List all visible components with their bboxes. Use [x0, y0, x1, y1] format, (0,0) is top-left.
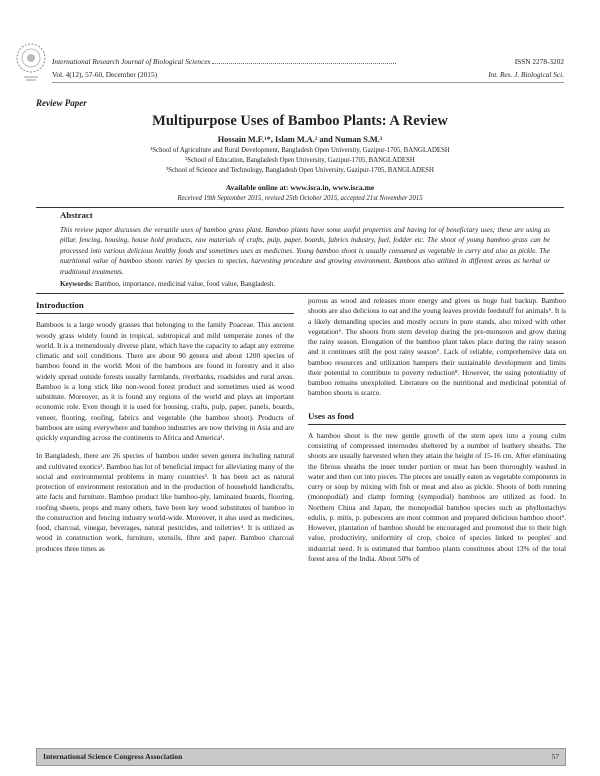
footer-organization: International Science Congress Association [43, 752, 183, 761]
intro-paragraph-1: Bamboos is a large woody grasses that belonging to the family Poaceae. This ancient woody grass widely found in tropical, subtropical and mild temperate zones of the world. It is a tremendously diverse plant, which have the capacity to adapt any extreme climatic and soil conditions. There are about 90 genera and about 1200 species of bamboo found in the world. Most of the bamboos are found in forestry and it also widely spread outside forests usually farmlands, riverbanks, roadsides and rural areas. Bamboo is a long stick like non-wood forest product and sometimes used as wood substitute. Moreover, as it is found any regions of the world and plays an important economic role. Even though it is used for housing, crafts, pulp, paper, panels, boards, veneer, flooring, roofing, fabrics and vegetable (the bamboo shoot). Products of bamboos are using everywhere and bamboo industries are now thriving in Asia and are quickly expanding across the continents to Africa and America¹. [36, 320, 294, 442]
abstract-heading: Abstract [60, 210, 93, 220]
section-rule [308, 424, 566, 425]
paper-type-label: Review Paper [36, 98, 87, 108]
intro-paragraph-2: In Bangladesh, there are 26 species of bamboo under seven genera including natural and cultivated exotics². Bamboo has lot of beneficial impact for alleviating many of the social and environmental problems in many countries³. It has been act as natural protection of environment restoration and in the production of household handicrafts, arte facts and furniture. Bamboo product like bamboo-ply, laminated boards, flooring, roofing sheets, props and many others, have been key wood substitutes of bamboo in the construction and fencing industry world-wide. Moreover, it also used as medicines, food, charcoal, vinegar, beverages, natural pesticides, and toiletries⁴. It is utilized as wood in construction work, furniture, utensils, fibre and paper. Bamboo charcoal produces three times as [36, 451, 294, 553]
volume-info: Vol. 4(12), 57-60, December (2015) [52, 70, 158, 79]
abstract-top-rule [36, 207, 564, 208]
intro-paragraph-3: porous as wood and releases more energy and gives us huge fuel backup. Bamboo shoots are also delicious to eat and the young leaves provide feedstuff for animals⁵. It is a likely demanding species and mostly occurs in pure stands, also mixed with other vegetation⁶. The shoots from stem develop during the pre-monsoon and grow during the rainy season. Elongation of the bamboo plant takes place during the rainy season and it continues still the post rainy season⁷. Lack of reliable, comprehensive data on bamboo resources and utilization hampers their sustainable development and limits their potential to contribute to poverty reduction⁸. However, the using potentiality of bamboo remains unexploited. Literature on the nutritional and medicinal potential of bamboo shoots is scarce. [308, 296, 566, 398]
affiliation-2: ²School of Education, Bangladesh Open University, Gazipur-1705, BANGLADESH [185, 157, 415, 164]
available-online: Available online at: www.isca.in, www.isca.me [225, 183, 375, 192]
keywords-text: Bamboo, importance, medicinal value, food value, Bangladesh. [94, 280, 276, 288]
issn: ISSN 2278-3202 [514, 57, 564, 66]
keywords [60, 280, 550, 288]
received-dates: Received 19th September 2015, revised 25th October 2015, accepted 21st November 2015 [177, 195, 423, 202]
affiliation-3: ³School of Science and Technology, Bangladesh Open University, Gazipur-1705, BANGLADESH [166, 167, 434, 174]
page-number: 57 [551, 752, 559, 761]
journal-abbreviation: Int. Res. J. Biological Sci. [488, 70, 564, 79]
journal-logo-icon [14, 36, 48, 86]
left-column [36, 296, 294, 562]
paper-title: Multipurpose Uses of Bamboo Plants: A Review [152, 113, 448, 129]
section-rule [36, 313, 294, 314]
affiliation-1: ¹School of Agriculture and Rural Development, Bangladesh Open University, Gazipur-1705, BANGLADESH [150, 147, 450, 154]
abstract-bottom-rule [36, 293, 564, 294]
journal-name: International Research Journal of Biological Sciences [52, 57, 211, 66]
dotted-leader [212, 63, 396, 64]
volume-line [52, 70, 564, 79]
abstract-text: This review paper discusses the versatile uses of bamboo grass plant. Bamboo plants have some useful properties and having lot of beneficiary uses; these are using as pillar, fencing, housing, house hold products, raw materials of crafts, pulp, paper, boards, fabrics industry, fuel, fodder etc. The shoot of young bamboo grass can be processed into various delicious healthy foods and sometimes uses as medicines. Young bamboo shoot is usually consumed as vegetable in curry and also as pickle. The nutritional value of bamboo shoots varies by species to species, harvesting procedure and growing environment. Bamboos also utilized in different areas as herbal or traditional treatments. [60, 226, 550, 276]
keywords-label: Keywords: [60, 280, 94, 288]
page-footer [36, 748, 566, 766]
uses-as-food-heading: Uses as food [308, 410, 354, 421]
introduction-heading: Introduction [36, 300, 84, 310]
right-column [308, 296, 566, 572]
journal-name-line [52, 57, 564, 66]
author-list: Hossain M.F.¹*, Islam M.A.² and Numan S.M.³ [217, 135, 383, 144]
food-paragraph-1: A bamboo shoot is the new gentle growth of the stem apex into a young culm consisting of compressed internodes sheltered by a number of leathery sheaths. The shoots are usually harvested when they attain the height of 15-16 cm. After eliminating the fibrous sheaths the inner tender portion or meat has been thoroughly washed in water and then cut into pieces. The pieces are usually eaten as vegetable components in curry or soup by mixing with fish or meat and also as pickle. Shoots of both running (monopodial) and clamp forming (sympodial) bamboos are utilized as food. In Northern China and Japan, the monopodial bamboo species such as phyllostachys edulis, p. mitis, p. pubescens are most common and prepared delicious bamboo shoot⁹. However, plantation of bamboo should be encouraged and promoted due to their high value, productivity, uniformity of crop, choice of species linked to peoples' and industrial need. It is estimated that bamboo plants constitutes about 13% of the total forest area of the India. About 50% of [308, 430, 566, 563]
header-rule [52, 82, 564, 83]
